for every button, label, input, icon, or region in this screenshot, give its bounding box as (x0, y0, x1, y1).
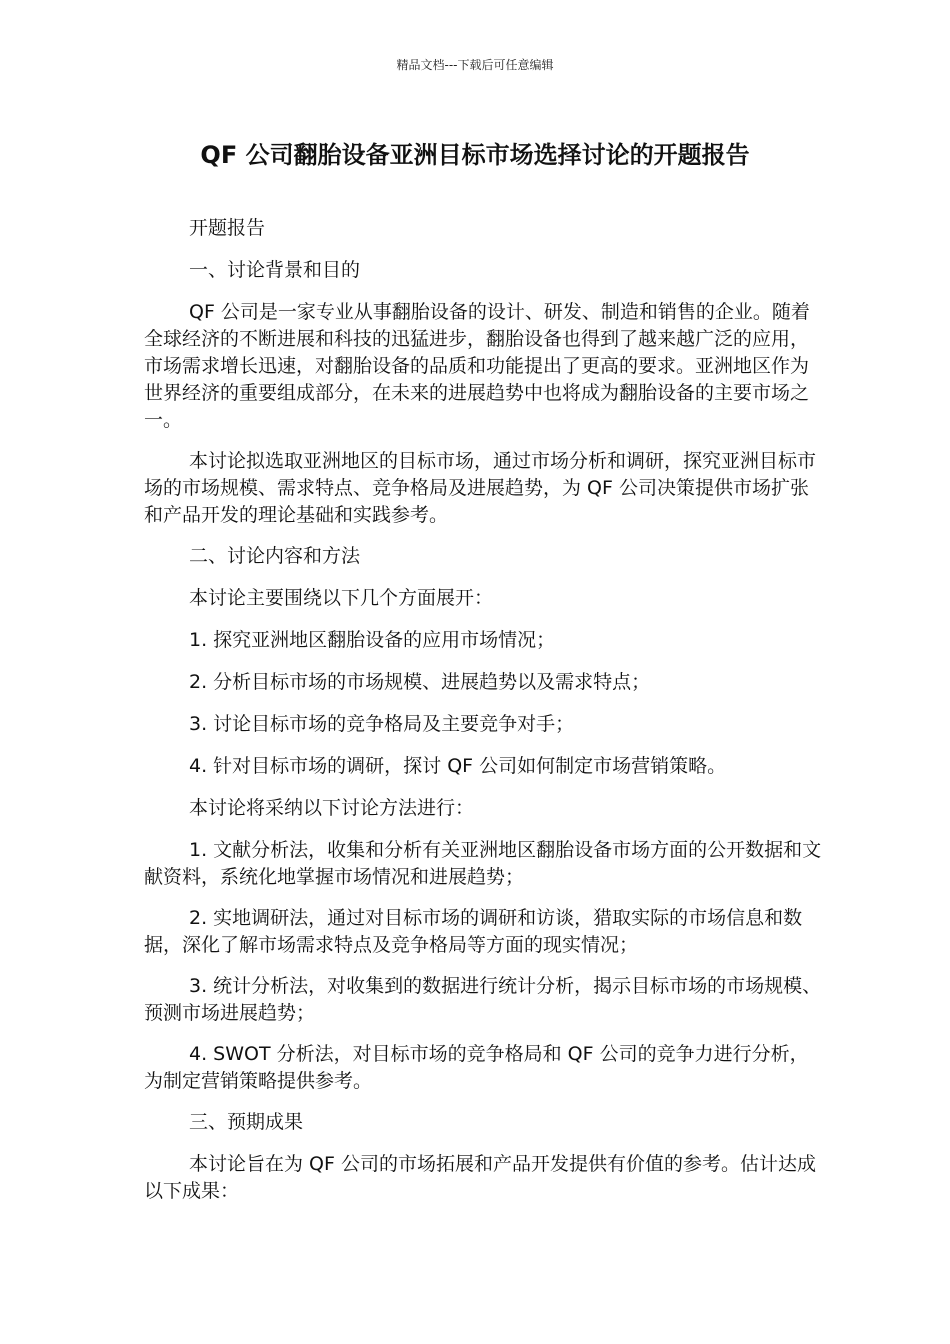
list-item: 4. SWOT 分析法，对目标市场的竞争格局和 QF 公司的竞争力进行分析，为制定营销策略提供参考。 (144, 1043, 809, 1092)
list-item: 2. 实地调研法，通过对目标市场的调研和访谈，猎取实际的市场信息和数据，深化了解市场需求特点及竞争格局等方面的现实情况； (144, 907, 803, 956)
list-item: 3. 统计分析法，对收集到的数据进行统计分析，揭示目标市场的市场规模、预测市场进展趋势； (144, 975, 822, 1024)
section-heading-2: 二、讨论内容和方法 (189, 545, 361, 567)
body-paragraph: 本讨论旨在为 QF 公司的市场拓展和产品开发提供有价值的参考。估计达成以下成果： (144, 1153, 816, 1202)
body-paragraph: 本讨论拟选取亚洲地区的目标市场，通过市场分析和调研，探究亚洲目标市场的市场规模、需求特点、竞争格局及进展趋势，为 QF 公司决策提供市场扩张和产品开发的理论基础和实践参考。 (144, 450, 817, 526)
body-paragraph: QF 公司是一家专业从事翻胎设备的设计、研发、制造和销售的企业。随着全球经济的不断进展和科技的迅猛进步，翻胎设备也得到了越来越广泛的应用，市场需求增长迅速，对翻胎设备的品质和功能提出了更高的要求。亚洲地区作为世界经济的重要组成部分，在未来的进展趋势中也将成为翻胎设备的主要市场之一。 (144, 301, 810, 431)
body-paragraph: 本讨论将采纳以下讨论方法进行： (189, 797, 475, 819)
list-item: 4. 针对目标市场的调研，探讨 QF 公司如何制定市场营销策略。 (189, 755, 727, 777)
list-item: 1. 探究亚洲地区翻胎设备的应用市场情况； (189, 629, 556, 651)
list-item: 2. 分析目标市场的市场规模、进展趋势以及需求特点； (189, 671, 651, 693)
list-item: 1. 文献分析法，收集和分析有关亚洲地区翻胎设备市场方面的公开数据和文献资料，系统化地掌握市场情况和进展趋势； (144, 839, 822, 888)
list-item: 3. 讨论目标市场的竞争格局及主要竞争对手； (189, 713, 575, 735)
document-title: QF 公司翻胎设备亚洲目标市场选择讨论的开题报告 (200, 141, 750, 169)
section-heading-3: 三、预期成果 (189, 1111, 304, 1133)
header-note: 精品文档---下载后可任意编辑 (396, 58, 554, 72)
body-paragraph: 本讨论主要围绕以下几个方面展开： (189, 587, 494, 609)
heading-report: 开题报告 (189, 217, 266, 239)
section-heading-1: 一、讨论背景和目的 (189, 259, 361, 281)
document-body (144, 215, 824, 1219)
